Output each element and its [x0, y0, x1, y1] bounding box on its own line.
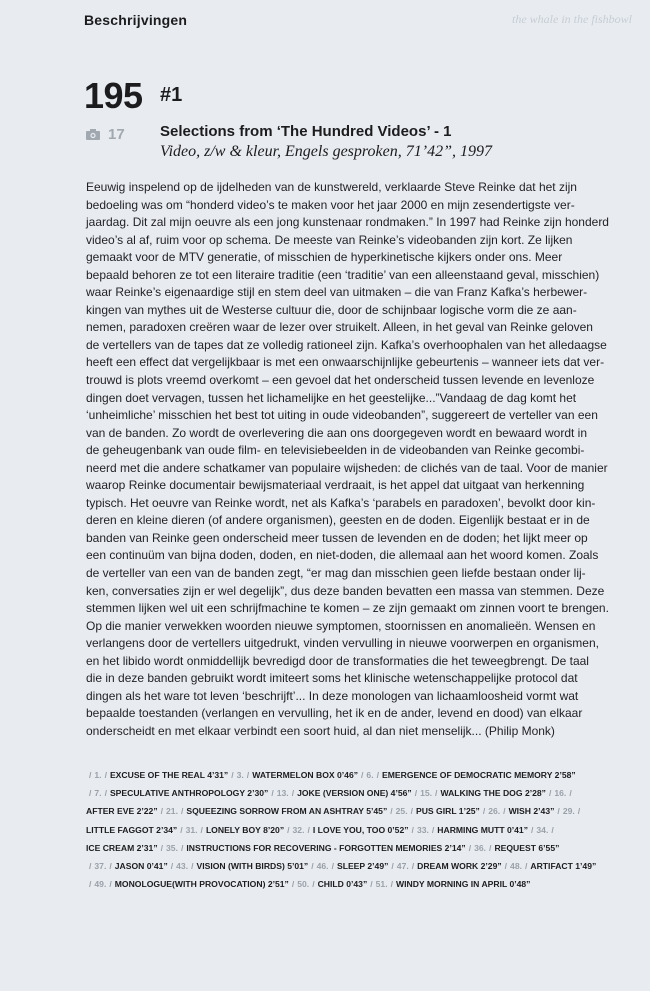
track-number: 26. [488, 806, 501, 817]
track-separator: / [160, 842, 164, 853]
track-title: JASON 0’41” [114, 861, 168, 872]
track-title: WISH 2’43” [508, 806, 555, 817]
track-separator: / [390, 879, 393, 890]
track-separator: / [482, 806, 486, 817]
track-number: 51. [375, 879, 388, 890]
track-separator: / [468, 842, 472, 853]
body-line: banden van Reinke geen onderscheid meer tussen de levenden en de doden; het lijkt meer op [86, 530, 588, 545]
body-line: die in deze banden gebruikt wordt imiteert soms het klinische wetenschappelijke protocol dat [86, 671, 578, 686]
track-separator: / [414, 788, 418, 799]
track-title: ICE CREAM 2’31” [86, 842, 158, 853]
body-line: dingen doet vervagen, tussen het lichamelijke en het geestelijke...”Vandaag de dag komt het [86, 390, 577, 405]
track-separator: / [109, 879, 112, 890]
image-count [86, 126, 125, 143]
body-line: de verteller van een van de banden zegt, “er mag dan misschien geen liefde bestaan onder lij- [86, 566, 586, 581]
description-body [86, 179, 609, 741]
track-number: 49. [94, 879, 107, 890]
body-line: de vertellers van de tapes dat ze volledig rationeel zijn. Kafka’s overhoophalen van het alledaagse [86, 337, 607, 352]
track-title: I LOVE YOU, TOO 0’52” [312, 824, 409, 835]
track-number: 25. [395, 806, 408, 817]
track-separator: / [191, 861, 194, 872]
image-count-value: 17 [108, 126, 125, 143]
show-through-text: the whale in the fishbowl [512, 12, 632, 26]
body-line: verlangens door de vertellers uitgedrukt, vinden vervulling in nieuwe voorwerpen en organismen, [86, 636, 599, 651]
body-line: neerd met die andere schatkamer van populaire wijsheden: de clichés van de taal. Voor de manier [86, 460, 608, 475]
track-title: WINDY MORNING IN APRIL 0’48” [395, 879, 531, 890]
work-subtitle: Video, z/w & kleur, Engels gesproken, 71’42”, 1997 [160, 143, 492, 160]
track-separator: / [180, 806, 184, 817]
track-separator: / [287, 824, 290, 835]
tracklist [86, 766, 606, 893]
track-separator: / [531, 824, 534, 835]
track-separator: / [503, 806, 506, 817]
track-separator: / [504, 861, 508, 872]
camera-icon [86, 129, 100, 140]
track-number: 43. [176, 861, 189, 872]
body-line: ‘unheimliche’ misschien het best tot uiting in oude videobanden”, suggereert de verteller van een [86, 408, 598, 423]
track-separator: / [312, 879, 315, 890]
body-line: jaardag. Dit zal mijn oeuvre als een jong kunstenaar rondmaken.” In 1997 had Reinke zijn honderd [86, 215, 609, 230]
track-separator: / [291, 879, 295, 890]
track-separator: / [170, 861, 174, 872]
track-separator: / [569, 788, 572, 799]
track-title: AFTER EVE 2’22” [86, 806, 158, 817]
track-title: SLEEP 2’49” [336, 861, 389, 872]
track-separator: / [391, 861, 394, 872]
body-line: dingen als het ware tot leven ‘beschrijft’... In deze monologen van lichaamloosheid vormt wat [86, 688, 579, 703]
track-separator: / [431, 824, 435, 835]
track-title: LITTLE FAGGOT 2’34” [86, 824, 178, 835]
body-line: waarop Reinke documentair bewijsmateriaal verdraait, is het appel dat uitgaat van herkenning [86, 478, 585, 493]
body-line: bedoeling was om “honderd video’s te maken voor het jaar 2000 en mijn zesendertigste ver- [86, 197, 575, 212]
section-title: Beschrijvingen [84, 12, 188, 28]
tracklist-line [86, 784, 606, 802]
track-title: JOKE (VERSION ONE) 4’56” [297, 788, 412, 799]
track-title: PUS GIRL 1’25” [415, 806, 480, 817]
track-title: LONELY BOY 8’20” [205, 824, 285, 835]
track-number: 15. [420, 788, 433, 799]
track-title: MONOLOGUE(WITH PROVOCATION) 2’51” [114, 879, 289, 890]
track-separator: / [271, 788, 274, 799]
track-title: HARMING MUTT 0’41” [437, 824, 528, 835]
body-line: gemaakt voor de MTV generatie, of misschien de hyperkinetische kijkers onder ons. Meer [86, 250, 563, 265]
track-title: ARTIFACT 1’49” [530, 861, 597, 872]
track-number: 6. [366, 770, 374, 780]
body-line: typisch. Het oeuvre van Reinke wordt, net als Kafka’s ‘parabels en paradoxen’, bevolkt door kin- [86, 495, 596, 510]
track-title: DREAM WORK 2’29” [417, 861, 502, 872]
body-line: deren en kleine dieren (of andere organismen), geesten en de doden. Eigenlijk bestaat er in de [86, 513, 590, 528]
body-line: heeft een effect dat vergelijkbaar is met een onwaarschijnlijke gebeurtenis – wanneer iets dat ver- [86, 355, 605, 370]
track-number: 21. [166, 806, 178, 817]
track-separator: / [525, 861, 528, 872]
track-number: 47. [396, 861, 409, 872]
body-line: onderscheidt en met elkaar verbindt een soort huid, al dan niet menselijk... (Philip Monk) [86, 723, 555, 738]
track-separator: / [370, 879, 373, 890]
track-separator: / [410, 806, 413, 817]
track-separator: / [180, 842, 184, 853]
track-number: 50. [297, 879, 310, 890]
work-title: Selections from ‘The Hundred Videos’ - 1 [160, 123, 452, 140]
body-line: Op die manier verwekken woorden nieuwe symptomen, stoornissen en anomalieën. Wensen en [86, 618, 596, 633]
track-number: 46. [316, 861, 329, 872]
track-number: 35. [166, 842, 178, 853]
track-separator: / [246, 770, 250, 780]
track-separator: / [89, 879, 92, 890]
track-separator: / [231, 770, 234, 780]
track-separator: / [104, 788, 107, 799]
tracklist-line [86, 802, 606, 820]
track-number: 7. [94, 788, 102, 799]
body-line: bepaald behoren ze tot een literaire traditie (een ‘traditie’ van een alleenstaand geval, misschien) [86, 267, 600, 282]
track-title: INSTRUCTIONS FOR RECOVERING - FORGOTTEN MEMORIES 2’14” [186, 842, 466, 853]
track-separator: / [180, 824, 183, 835]
track-separator: / [577, 806, 581, 817]
track-separator: / [361, 770, 364, 780]
track-number: 37. [94, 861, 107, 872]
track-separator: / [104, 770, 107, 780]
track-number: 48. [510, 861, 522, 872]
track-number: 33. [416, 824, 429, 835]
track-title: VISION (WITH BIRDS) 5’01” [196, 861, 309, 872]
body-line: kingen van mythes uit de Westerse cultuur die, door de schijnbaar logische vorm die ze aan- [86, 302, 577, 317]
track-title: CHILD 0’43” [317, 879, 368, 890]
track-separator: / [307, 824, 310, 835]
track-separator: / [376, 770, 379, 780]
track-title: WALKING THE DOG 2’28” [440, 788, 546, 799]
body-line: van de banden. Zo wordt de overlevering die aan ons doorgegeven wordt en bewaard wordt in [86, 425, 587, 440]
body-line: de geheugenbank van oude film- en televisiebeelden in de videobanden van Reinke gecombi- [86, 443, 585, 458]
track-title: EMERGENCE OF DEMOCRATIC MEMORY 2’58” [381, 770, 576, 780]
track-number: 29. [562, 806, 575, 817]
body-line: en het libido wordt onmiddellijk bevredigd door de transformaties die het teweegbrengt. De taal [86, 653, 589, 668]
tracklist-line [86, 766, 606, 784]
track-title: WATERMELON BOX 0’46” [252, 770, 359, 780]
track-title: EXCUSE OF THE REAL 4’31” [109, 770, 229, 780]
track-number: 34. [536, 824, 549, 835]
tracklist-line [86, 857, 606, 875]
track-title: SPECULATIVE ANTHROPOLOGY 2’30” [109, 788, 269, 799]
body-line: een continuüm van bijna doden, doden, en niet-doden, die allemaal aan het woord komen. Zoals [86, 548, 599, 563]
track-separator: / [548, 788, 552, 799]
track-number: 32. [292, 824, 305, 835]
body-line: bepaalde toestanden (verlangen en vervulling, het ik en de ander, levend en dood) van elkaar [86, 706, 583, 721]
track-number: 31. [185, 824, 198, 835]
track-separator: / [160, 806, 164, 817]
body-line: ken, conversaties zijn er wel degelijk”, dus deze banden bevatten een massa van stemmen. Deze [86, 583, 605, 598]
body-line: waar Reinke’s eigenaardige stijl en stem deel van uitmaken – die van Franz Kafka’s herbewer- [86, 285, 588, 300]
track-number: 16. [554, 788, 567, 799]
track-separator: / [489, 842, 492, 853]
track-separator: / [435, 788, 438, 799]
tracklist-line [86, 821, 606, 839]
track-number: 13. [276, 788, 289, 799]
track-separator: / [551, 824, 554, 835]
body-line: stemmen lijken wel uit een schrijfmachine te komen – ze zijn gemaakt om zinnen voort te brengen. [86, 601, 609, 616]
track-separator: / [109, 861, 112, 872]
track-separator: / [390, 806, 393, 817]
track-separator: / [557, 806, 560, 817]
track-separator: / [311, 861, 314, 872]
track-title: SQUEEZING SORROW FROM AN ASHTRAY 5’45” [186, 806, 388, 817]
tracklist-line [86, 875, 606, 893]
tracklist-line [86, 839, 606, 857]
track-separator: / [411, 824, 414, 835]
entry-tag: #1 [160, 84, 183, 106]
body-line: trouwd is plots vreemd overkomt – een gevoel dat het onderscheid tussen levende en levenloze [86, 373, 595, 388]
track-separator: / [291, 788, 295, 799]
body-line: Eeuwig inspelend op de ijdelheden van de kunstwereld, verklaarde Steve Reinke dat het zijn [86, 180, 577, 194]
body-line: nemen, paradoxen creëren waar de lezer over struikelt. Alleen, in het geval van Reinke geloven [86, 320, 593, 335]
entry-number: 195 [84, 75, 143, 116]
track-separator: / [331, 861, 334, 872]
body-line: video’s al af, ruim voor op schema. De meeste van Reinke’s videobanden zijn kort. Ze lijken [86, 232, 573, 247]
track-separator: / [89, 788, 92, 799]
track-number: 36. [474, 842, 487, 853]
track-separator: / [200, 824, 203, 835]
track-separator: / [411, 861, 415, 872]
track-separator: / [89, 861, 92, 872]
track-title: REQUEST 6’55” [494, 842, 560, 853]
track-number: 3. [236, 770, 244, 780]
track-separator: / [89, 770, 92, 780]
track-number: 1. [94, 770, 102, 780]
